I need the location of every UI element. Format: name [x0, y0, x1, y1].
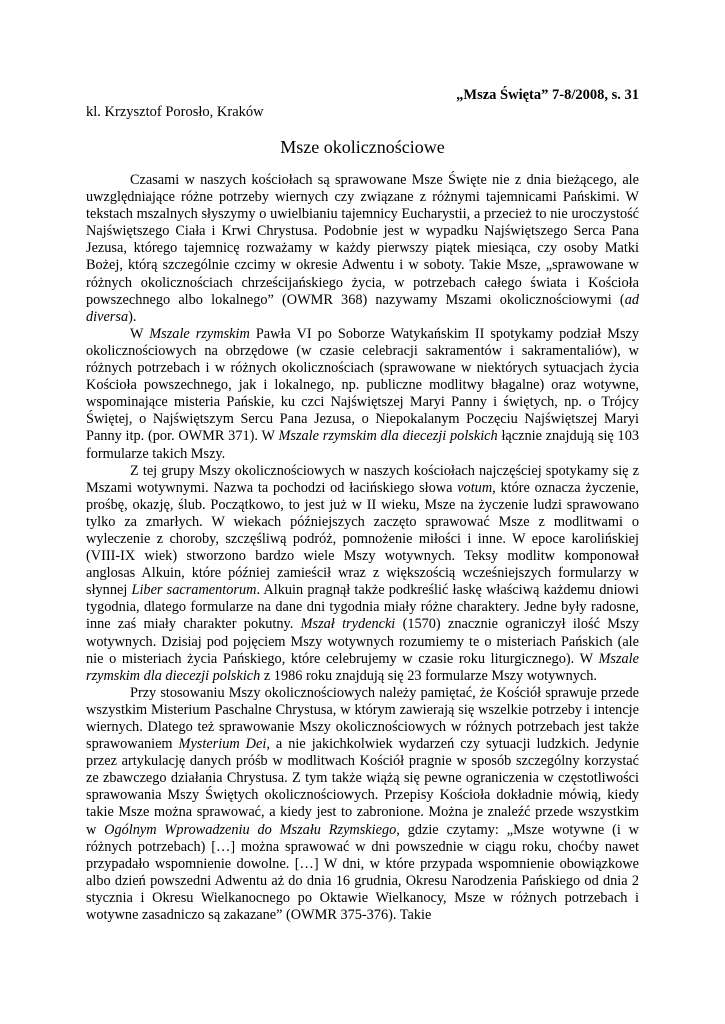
- article-title: Msze okolicznościowe: [280, 137, 445, 157]
- paragraph-2: W Mszale rzymskim Pawła VI po Soborze Watykańskim II spotykamy podział Mszy okolicznościowych na obrzędowe (w czasie celebracji sakramentów i sakramentaliów), w różnych potrzebach i w różnych okolicznościach (sprawowane w niektórych sytuacjach życia Kościoła powszechnego, jak i lokalnego, np. publiczne modlitwy błagalne) oraz wotywne, wspominające misteria Pańskie, ku czci Najświętszej Maryi Panny i świętych, np. o Trójcy Świętej, o Najświętszym Sercu Pana Jezusa, o Niepokalanym Poczęciu Najświętszej Maryi Panny itp. (por. OWMR 371). W Mszale rzymskim dla diecezji polskich łącznie znajdują się 103 formularze takich Mszy.: [86, 325, 640, 462]
- article-body: [86, 172, 639, 924]
- paragraph-1: Czasami w naszych kościołach są sprawowane Msze Święte nie z dnia bieżącego, ale uwzględniające różne potrzeby wiernych czy związane z różnymi tajemnicami Pańskimi. W tekstach mszalnych słyszymy o uwielbianiu tajemnicy Eucharystii, a przecież to nie uroczystość Najświętszego Ciała i Krwi Chrystusa. Podobnie jest w wypadku Najświętszego Serca Pana Jezusa, którego tajemnicę rozważamy w każdy pierwszy piątek miesiąca, czy osoby Matki Bożej, którą szczególnie czcimy w okresie Adwentu i w soboty. Takie Msze, „sprawowane w różnych okolicznościach chrześcijańskiego życia, w potrzebach całego świata i Kościoła powszechnego albo lokalnego” (OWMR 368) nazywamy Mszami okolicznościowymi (ad diversa).: [86, 172, 639, 325]
- source-citation: „Msza Święta” 7-8/2008, s. 31: [456, 87, 639, 103]
- paragraph-4: Przy stosowaniu Mszy okolicznościowych należy pamiętać, że Kościół sprawuje przede wszystkim Misterium Paschalne Chrystusa, w którym zawierają się wszelkie potrzeby i intencje wiernych. Dlatego też sprawowanie Mszy okolicznościowych w różnych potrzebach jest także sprawowaniem Mysterium Dei, a nie jakichkolwiek wydarzeń czy sytuacji ludzkich. Jedynie przez artykulację danych próśb w modlitwach Kościół pragnie w sposób szczególny korzystać ze zbawczego działania Chrystusa. Z tym także wiążą się pewne ograniczenia w częstotliwości sprawowania Mszy Świętych okolicznościowych. Przepisy Kościoła dokładnie mówią, kiedy takie Msze można sprawować, a kiedy jest to zabronione. Można je znaleźć przede wszystkim w Ogólnym Wprowadzeniu do Mszału Rzymskiego, gdzie czytamy: „Msze wotywne (i w różnych potrzebach) […] można sprawować w dni powszednie w ciągu roku, choćby nawet przypadało wspomnienie dowolne. […] W dni, w które przypada wspomnienie obowiązkowe albo dzień powszedni Adwentu aż do dnia 16 grudnia, Okresu Narodzenia Pańskiego od dnia 2 stycznia i Okresu Wielkanocnego po Oktawie Wielkanocy, Msze w różnych potrzebach i wotywne zasadniczo są zakazane” (OWMR 375-376). Takie: [86, 684, 640, 924]
- paragraph-3: Z tej grupy Mszy okolicznościowych w naszych kościołach najczęściej spotykamy się z Mszami wotywnymi. Nazwa ta pochodzi od łacińskiego słowa votum, które oznacza życzenie, prośbę, okazję, ślub. Początkowo, to jest już w II wieku, Msze na życzenie ludzi sprawowano tylko za zmarłych. W wiekach późniejszych zaczęto sprawować Msze z modlitwami o wyleczenie z choroby, szczęśliwą podróż, pomnożenie miłości i inne. W epoce karolińskiej (VIII-IX wiek) stworzono bardzo wiele Mszy wotywnych. Teksy modlitw komponował anglosas Alkuin, które później zamieścił wraz z większością wcześniejszych formularzy w słynnej Liber sacramentorum. Alkuin pragnął także podkreślić łaskę właściwą każdemu dniowi tygodnia, dlatego formularze na dane dni tygodnia miały różne charaktery. Jedne były radosne, inne zaś miały charakter pokutny. Mszał trydencki (1570) znacznie ograniczył ilość Mszy wotywnych. Dzisiaj pod pojęciem Mszy wotywnych rozumiemy te o misteriach Pańskich (ale nie o misteriach życia Pańskiego, które celebrujemy w czasie roku liturgicznego). W Mszale rzymskim dla diecezji polskich z 1986 roku znajdują się 23 formularze Mszy wotywnych.: [86, 462, 640, 684]
- author-line: kl. Krzysztof Porosło, Kraków: [86, 104, 264, 120]
